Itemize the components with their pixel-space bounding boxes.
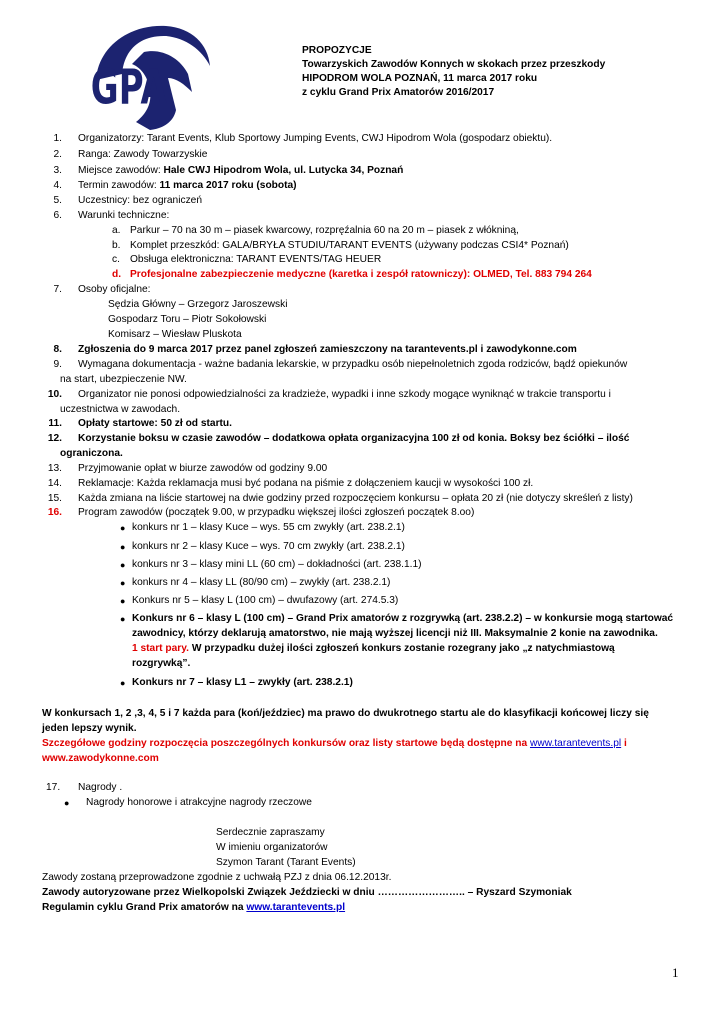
text: Szczegółowe godziny rozpoczęcia poszczególnych konkursów oraz listy startowe będą dostępne na xyxy=(42,738,530,749)
competition-item: konkurs nr 2 – klasy Kuce – wys. 70 cm zwykły (art. 238.2.1) xyxy=(132,541,405,552)
competition-item-cont: rozgrywką”. xyxy=(132,658,191,669)
value: Hale CWJ Hipodrom Wola, ul. Lutycka 34, Poznań xyxy=(163,165,404,176)
official: Komisarz – Wiesław Pluskota xyxy=(108,329,242,340)
item-number: 1. xyxy=(53,133,62,144)
item-text: Warunki techniczne: xyxy=(78,210,170,221)
sub-letter: c. xyxy=(112,254,120,265)
link-tarantevents[interactable]: www.tarantevents.pl xyxy=(529,738,622,749)
sub-letter: d. xyxy=(112,269,122,280)
text: i xyxy=(621,738,627,749)
link-tarantevents[interactable]: www.tarantevents.pl xyxy=(246,902,346,913)
competition-item: Konkurs nr 7 – klasy L1 – zwykły (art. 238.2.1) xyxy=(132,677,353,688)
competition-item-cont xyxy=(132,642,615,657)
item-text: Organizator nie ponosi odpowiedzialności za kradzieże, wypadki i inne szkody mogące wyniknąć w trakcie transportu i xyxy=(78,389,611,400)
item-text: Osoby oficjalne: xyxy=(78,284,151,295)
note-text: jeden lepszy wynik. xyxy=(42,723,137,734)
competition-item: konkurs nr 3 – klasy mini LL (60 cm) – dokładności (art. 238.1.1) xyxy=(132,559,422,570)
page-number: 1 xyxy=(672,965,679,980)
label: Termin zawodów: xyxy=(78,180,160,191)
item-number: 8. xyxy=(53,344,62,355)
closing-line: W imieniu organizatorów xyxy=(216,842,328,853)
competition-item: konkurs nr 4 – klasy LL (80/90 cm) – zwykły (art. 238.2.1) xyxy=(132,577,391,588)
text: Regulamin cyklu Grand Prix amatorów na xyxy=(42,902,247,913)
header-line: Towarzyskich Zawodów Konnych w skokach przez przeszkody xyxy=(302,59,606,70)
item-number: 5. xyxy=(53,195,62,206)
item-text: Reklamacje: Każda reklamacja musi być podana na piśmie z dołączeniem kaucji w wysokości 100 zł. xyxy=(78,478,534,489)
bullet-icon: ● xyxy=(120,542,126,552)
bullet-icon: ● xyxy=(120,678,126,688)
link-zawodykonne[interactable]: www.zawodykonne.com xyxy=(42,753,159,764)
item-text: Korzystanie boksu w czasie zawodów – dodatkowa opłata organizacyjna 100 zł od konia. Boksy bez ściółki – ilość xyxy=(78,433,630,444)
note-text: W konkursach 1, 2 ,3, 4, 5 i 7 każda para (koń/jeździec) ma prawo do dwukrotnego startu ale do klasyfikacji końcowej liczy się xyxy=(42,708,649,719)
closing-line: Serdecznie zapraszamy xyxy=(216,827,325,838)
bullet-icon: ● xyxy=(120,578,126,588)
item-text-cont: uczestnictwa w zawodach. xyxy=(60,404,181,415)
value: 11 marca 2017 roku (sobota) xyxy=(159,180,297,191)
item-number: 17. xyxy=(46,782,61,793)
closing-line: Szymon Tarant (Tarant Events) xyxy=(216,857,356,868)
item-text: Zgłoszenia do 9 marca 2017 przez panel zgłoszeń zamieszczony na tarantevents.pl i zawodykonne.com xyxy=(78,344,577,355)
item-text: Ranga: Zawody Towarzyskie xyxy=(78,149,208,160)
note-text xyxy=(42,737,627,752)
item-text: Organizatorzy: Tarant Events, Klub Sportowy Jumping Events, CWJ Hipodrom Wola (gospodarz obiektu). xyxy=(78,133,553,144)
item-number: 16. xyxy=(47,507,62,518)
competition-item: konkurs nr 1 – klasy Kuce – wys. 55 cm zwykły (art. 238.2.1) xyxy=(132,522,405,533)
item-text: Opłaty startowe: 50 zł od startu. xyxy=(78,418,232,429)
item-number: 14. xyxy=(47,478,62,489)
item-text: Każda zmiana na liście startowej na dwie godziny przed rozpoczęciem konkursu – opłata 20 zł (nie dotyczy skreśleń z listy) xyxy=(78,493,633,504)
item-number: 7. xyxy=(53,284,62,295)
item-text: Nagrody . xyxy=(78,782,123,793)
bullet-icon: ● xyxy=(64,798,70,808)
prize-item: Nagrody honorowe i atrakcyjne nagrody rzeczowe xyxy=(86,797,312,808)
highlight: 1 start pary. xyxy=(132,643,190,654)
bullet-icon: ● xyxy=(120,614,126,624)
sub-text: Komplet przeszkód: GALA/BRYŁA STUDIU/TARANT EVENTS (używany podczas CSI4* Poznań) xyxy=(130,240,569,251)
item-text xyxy=(78,179,297,194)
text: W przypadku dużej ilości zgłoszeń konkurs zostanie rozegrany jako „z natychmiastową xyxy=(189,643,615,654)
logo-text: GPA xyxy=(90,58,167,116)
item-text xyxy=(78,164,403,179)
document-header xyxy=(302,44,605,100)
bullet-icon: ● xyxy=(120,523,126,533)
competition-item-cont: zawodnicy, którzy deklarują amatorstwo, nie mają wyższej licencji niż III. Maksymalnie 2 konie na zawodnika. xyxy=(132,628,658,639)
item-text-cont: ograniczona. xyxy=(60,448,123,459)
header-line: z cyklu Grand Prix Amatorów 2016/2017 xyxy=(302,87,495,98)
item-number: 12. xyxy=(47,433,62,444)
footer-line: Zawody autoryzowane przez Wielkopolski Związek Jeździecki w dniu …………………….. – Ryszard Szymoniak xyxy=(42,887,572,898)
header-title: PROPOZYCJE xyxy=(302,45,372,56)
sub-letter: a. xyxy=(112,225,121,236)
item-number: 15. xyxy=(47,493,62,504)
item-number: 10. xyxy=(47,389,62,400)
gpa-logo xyxy=(84,22,214,132)
item-number: 13. xyxy=(47,463,62,474)
item-number: 2. xyxy=(53,149,62,160)
competition-item: Konkurs nr 6 – klasy L (100 cm) – Grand Prix amatorów z rozgrywką (art. 238.2.2) – w konkursie mogą startować xyxy=(132,613,674,624)
item-text-cont: na start, ubezpieczenie NW. xyxy=(60,374,187,385)
item-number: 6. xyxy=(53,210,62,221)
bullet-icon: ● xyxy=(120,596,126,606)
item-text: Przyjmowanie opłat w biurze zawodów od godziny 9.00 xyxy=(78,463,328,474)
sub-text: Profesjonalne zabezpieczenie medyczne (karetka i zespół ratowniczy): OLMED, Tel. 883 794 264 xyxy=(130,269,592,280)
item-number: 4. xyxy=(53,180,62,191)
item-text: Program zawodów (początek 9.00, w przypadku większej ilości zgłoszeń początek 8.oo) xyxy=(78,507,475,518)
bullet-icon: ● xyxy=(120,560,126,570)
label: Miejsce zawodów: xyxy=(78,165,164,176)
sub-text: Parkur – 70 na 30 m – piasek kwarcowy, rozpręźalnia 60 na 20 m – piasek z włókniną, xyxy=(130,225,519,236)
item-number: 11. xyxy=(48,418,62,429)
item-text: Uczestnicy: bez ograniczeń xyxy=(78,195,203,206)
item-number: 3. xyxy=(53,165,62,176)
sub-text: Obsługa elektroniczna: TARANT EVENTS/TAG HEUER xyxy=(130,254,382,265)
item-text: Wymagana dokumentacja - ważne badania lekarskie, w przypadku osób niepełnoletnich zgoda rodziców, bądź opiekunów xyxy=(78,359,628,370)
footer-line: Zawody zostaną przeprowadzone zgodnie z uchwałą PZJ z dnia 06.12.2013r. xyxy=(42,872,392,883)
sub-letter: b. xyxy=(112,240,121,251)
competition-item: Konkurs nr 5 – klasy L (100 cm) – dwufazowy (art. 274.5.3) xyxy=(132,595,399,606)
official: Gospodarz Toru – Piotr Sokołowski xyxy=(108,314,267,325)
footer-line xyxy=(42,901,345,916)
horse-logo-icon xyxy=(84,22,214,132)
item-number: 9. xyxy=(53,359,62,370)
header-line: HIPODROM WOLA POZNAŃ, 11 marca 2017 roku xyxy=(302,73,538,84)
official: Sędzia Główny – Grzegorz Jaroszewski xyxy=(108,299,288,310)
